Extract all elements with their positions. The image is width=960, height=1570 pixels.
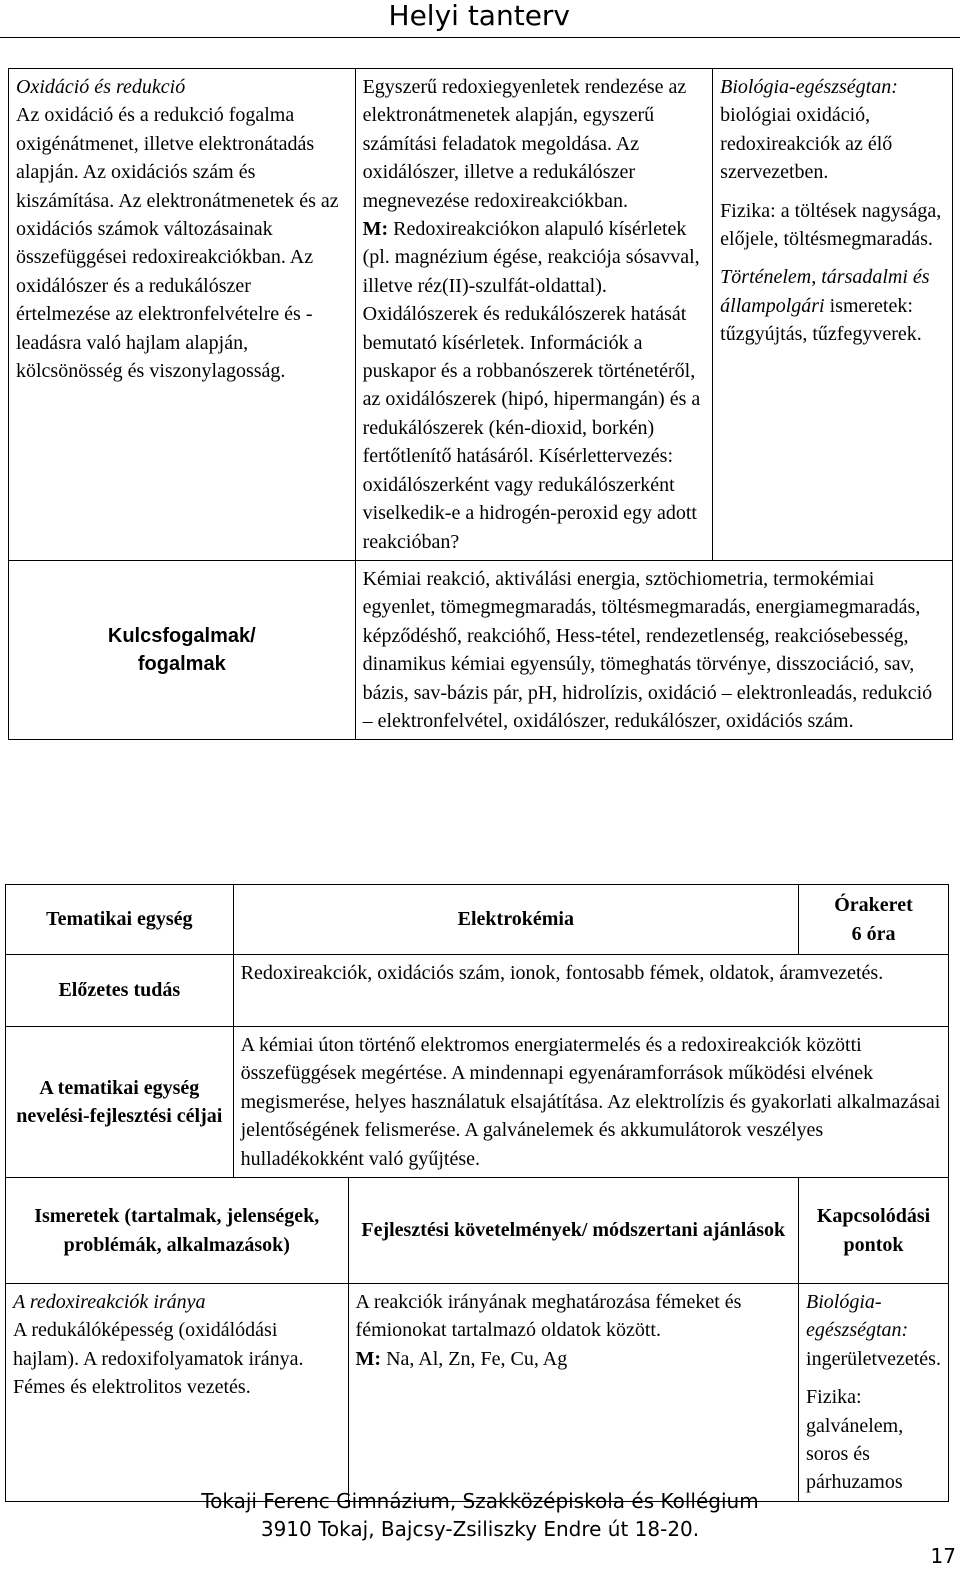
- header-divider: [0, 37, 960, 38]
- m-label: M:: [362, 218, 389, 241]
- header-title: Helyi tanterv: [388, 0, 570, 32]
- hours-cell: [799, 885, 949, 955]
- page-header: [0, 0, 960, 34]
- column-header-requirements: Fejlesztési követelmények/ módszertani ajánlások: [348, 1178, 798, 1284]
- column-header-knowledge: Ismeretek (tartalmak, jelenségek, problémák, alkalmazások): [6, 1178, 349, 1284]
- requirements-experiments: [356, 1345, 791, 1373]
- requirements-text: A reakciók irányának meghatározása fémeket és fémionokat tartalmazó oldatok között.: [355, 1291, 742, 1342]
- table-row: [6, 1284, 949, 1502]
- prior-knowledge-label: Előzetes tudás: [6, 955, 234, 1027]
- history-label: Történelem, társadalmi és állampolgári: [720, 266, 930, 317]
- column-header-connections: Kapcsolódási pontok: [799, 1178, 949, 1284]
- history-text: ismeretek: tűzgyújtás, tűzfegyverek.: [720, 294, 922, 346]
- requirements-cell: [355, 69, 713, 561]
- connection-physics: Fizika: galvánelem, soros és párhuzamos: [806, 1386, 904, 1494]
- hours-label: Órakeret: [834, 894, 913, 917]
- requirements-text: Egyszerű redoxiegyenletek rendezése az elektronátmenetek alapján, egyszerű számítási feladatok megoldása. Az oxidálószer, illetve a redukálószer megnevezése redoxireakciókban.: [362, 76, 687, 212]
- connections-cell: [713, 69, 953, 561]
- biology-label: Biológia-egészségtan:: [720, 76, 898, 98]
- page-number: 17: [930, 1544, 956, 1568]
- biology-label: Biológia-egészségtan:: [806, 1291, 909, 1342]
- topic-title: Oxidáció és redukció: [16, 76, 186, 98]
- connections-cell: [799, 1284, 949, 1502]
- footer-address: 3910 Tokaj, Bajcsy-Zsiliszky Endre út 18-20.: [260, 1517, 700, 1541]
- biology-text: ingerületvezetés.: [806, 1347, 941, 1370]
- thematic-unit-label: Tematikai egység: [6, 885, 234, 955]
- key-concepts-label: Kulcsfogalmak/ fogalmak: [9, 560, 356, 739]
- connection-biology: [806, 1288, 941, 1373]
- goals-label: A tematikai egység nevelési-fejlesztési céljai: [6, 1027, 234, 1178]
- topic-body: Az oxidáció és a redukció fogalma oxigénátmenet, illetve elektronátadás alapján. Az oxidációs szám és kiszámítása. Az elektronátmenetek és az oxidációs számok változásainak összefüggései redoxireakciókban. Az oxidálószer és a redukálószer értelmezése az elektronfelvételre és -leadásra való hajlam alapján, kölcsönösség és viszonylagosság.: [16, 104, 339, 383]
- requirements-experiments: [363, 215, 706, 556]
- hours-value: 6 óra: [851, 922, 896, 945]
- experiments-text: Na, Al, Zn, Fe, Cu, Ag: [381, 1347, 568, 1370]
- requirements-cell: [348, 1284, 798, 1502]
- table-row: [6, 885, 949, 955]
- goals-text: A kémiai úton történő elektromos energiatermelés és a redoxireakciók közötti összefüggések megértése. A mindennapi egyenáramforrások működési elvének megismerése, helyes használatuk elsajátítása. Az elektrolízis és gyakorlati alkalmazásai jelentőségének felismerése. A galvánelemek és akkumulátorok veszélyes hulladékokként való gyűjtése.: [233, 1027, 948, 1178]
- connection-biology: [720, 73, 945, 187]
- table-row: [6, 955, 949, 1027]
- redox-direction-body: A redukálóképesség (oxidálódási hajlam). A redoxifolyamatok iránya. Fémes és elektrolitos vezetés.: [13, 1319, 304, 1399]
- curriculum-table-1: [8, 68, 953, 740]
- content-cell: [9, 69, 356, 561]
- redox-direction-title: A redoxireakciók iránya: [13, 1291, 206, 1314]
- biology-text: biológiai oxidáció, redoxireakciók az élő szervezetben.: [720, 104, 893, 184]
- prior-knowledge-text: Redoxireakciók, oxidációs szám, ionok, fontosabb fémek, oldatok, áramvezetés.: [233, 955, 948, 1027]
- table-row: [9, 69, 953, 561]
- curriculum-table-2: [5, 884, 949, 1502]
- table-row: [6, 1178, 949, 1284]
- table-row: [6, 1027, 949, 1178]
- connection-physics: Fizika: a töltések nagysága, előjele, töltésmegmaradás.: [720, 199, 942, 251]
- thematic-unit-value: Elektrokémia: [233, 885, 798, 955]
- key-concepts-text: Kémiai reakció, aktiválási energia, sztöchiometria, termokémiai egyenlet, tömegmegmaradás, töltésmegmaradás, energiamegmaradás, képződéshő, reakcióhő, Hess-tétel, rendezetlenség, reakciósebesség, dinamikus kémiai egyensúly, tömeghatás törvénye, disszociáció, sav, bázis, sav-bázis pár, pH, hidrolízis, oxidáció – elektronleadás, redukció – elektronfelvétel, oxidálószer, redukálószer, oxidációs szám.: [355, 560, 952, 739]
- experiments-text: Redoxireakciókon alapuló kísérletek (pl. magnézium égése, reakciója sósavval, illetve réz(II)-szulfát-oldattal). Oxidálószerek és redukálószerek hatását bemutató kísérletek. Információk a puskapor és a robbanószerek történetéről, az oxidálószerek (hipó, hipermangán) és a redukálószerek (kén-dioxid, borkén) fertőtlenítő hatásáról. Kísérlettervezés: oxidálószerként vagy redukálószerként viselkedik-e a hidrogén-peroxid egy adott reakcióban?: [362, 218, 701, 553]
- table-row: [9, 560, 953, 739]
- knowledge-cell: [6, 1284, 349, 1502]
- connection-history: [720, 263, 945, 348]
- m-label: M:: [355, 1347, 382, 1370]
- footer-school-name: Tokaji Ferenc Gimnázium, Szakközépiskola és Kollégium: [201, 1489, 759, 1513]
